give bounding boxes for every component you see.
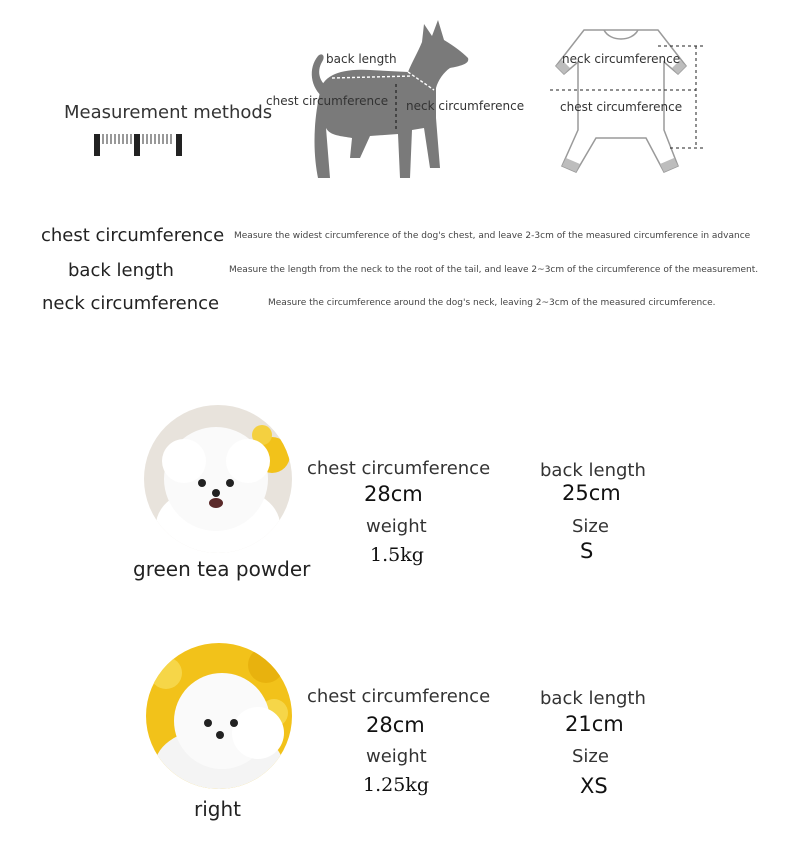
garment-neck-label: neck circumference	[562, 52, 681, 66]
chest-label: chest circumference	[307, 458, 491, 479]
dog-neck-label: neck circumference	[406, 99, 525, 113]
chest-label: chest circumference	[307, 686, 491, 707]
model-photo-green-tea-powder	[144, 405, 292, 553]
ruler-icon	[90, 130, 190, 158]
garment-chest-label: chest circumference	[560, 100, 683, 114]
back-length-value: 25cm	[562, 481, 621, 505]
weight-label: weight	[366, 746, 427, 767]
weight-value: 1.25kg	[363, 774, 429, 796]
weight-label: weight	[366, 516, 427, 537]
definition-term-neck: neck circumference	[42, 293, 220, 314]
definition-term-back: back length	[68, 260, 174, 281]
definition-term-chest: chest circumference	[41, 225, 225, 246]
chest-value: 28cm	[366, 713, 425, 737]
back-length-label: back length	[540, 688, 646, 709]
dog-chest-label: chest circumference	[266, 94, 389, 108]
measurement-title: Measurement methods	[64, 102, 273, 123]
size-label: Size	[572, 516, 609, 537]
chest-value: 28cm	[364, 482, 423, 506]
size-label: Size	[572, 746, 609, 767]
model-photo-right	[146, 643, 292, 789]
definition-desc-neck: Measure the circumference around the dog's neck, leaving 2~3cm of the measured circumference.	[268, 298, 716, 308]
size-value: XS	[580, 774, 608, 798]
dog-back-length-label: back length	[326, 52, 397, 66]
definition-desc-back: Measure the length from the neck to the root of the tail, and leave 2~3cm of the circumference of the measurement.	[229, 265, 759, 275]
model-name: green tea powder	[133, 557, 311, 581]
size-value: S	[580, 539, 594, 563]
back-length-label: back length	[540, 460, 646, 481]
weight-value: 1.5kg	[370, 544, 424, 566]
back-length-value: 21cm	[565, 712, 624, 736]
definition-desc-chest: Measure the widest circumference of the dog's chest, and leave 2-3cm of the measured circumference in advance	[234, 231, 751, 241]
model-name: right	[194, 797, 241, 821]
